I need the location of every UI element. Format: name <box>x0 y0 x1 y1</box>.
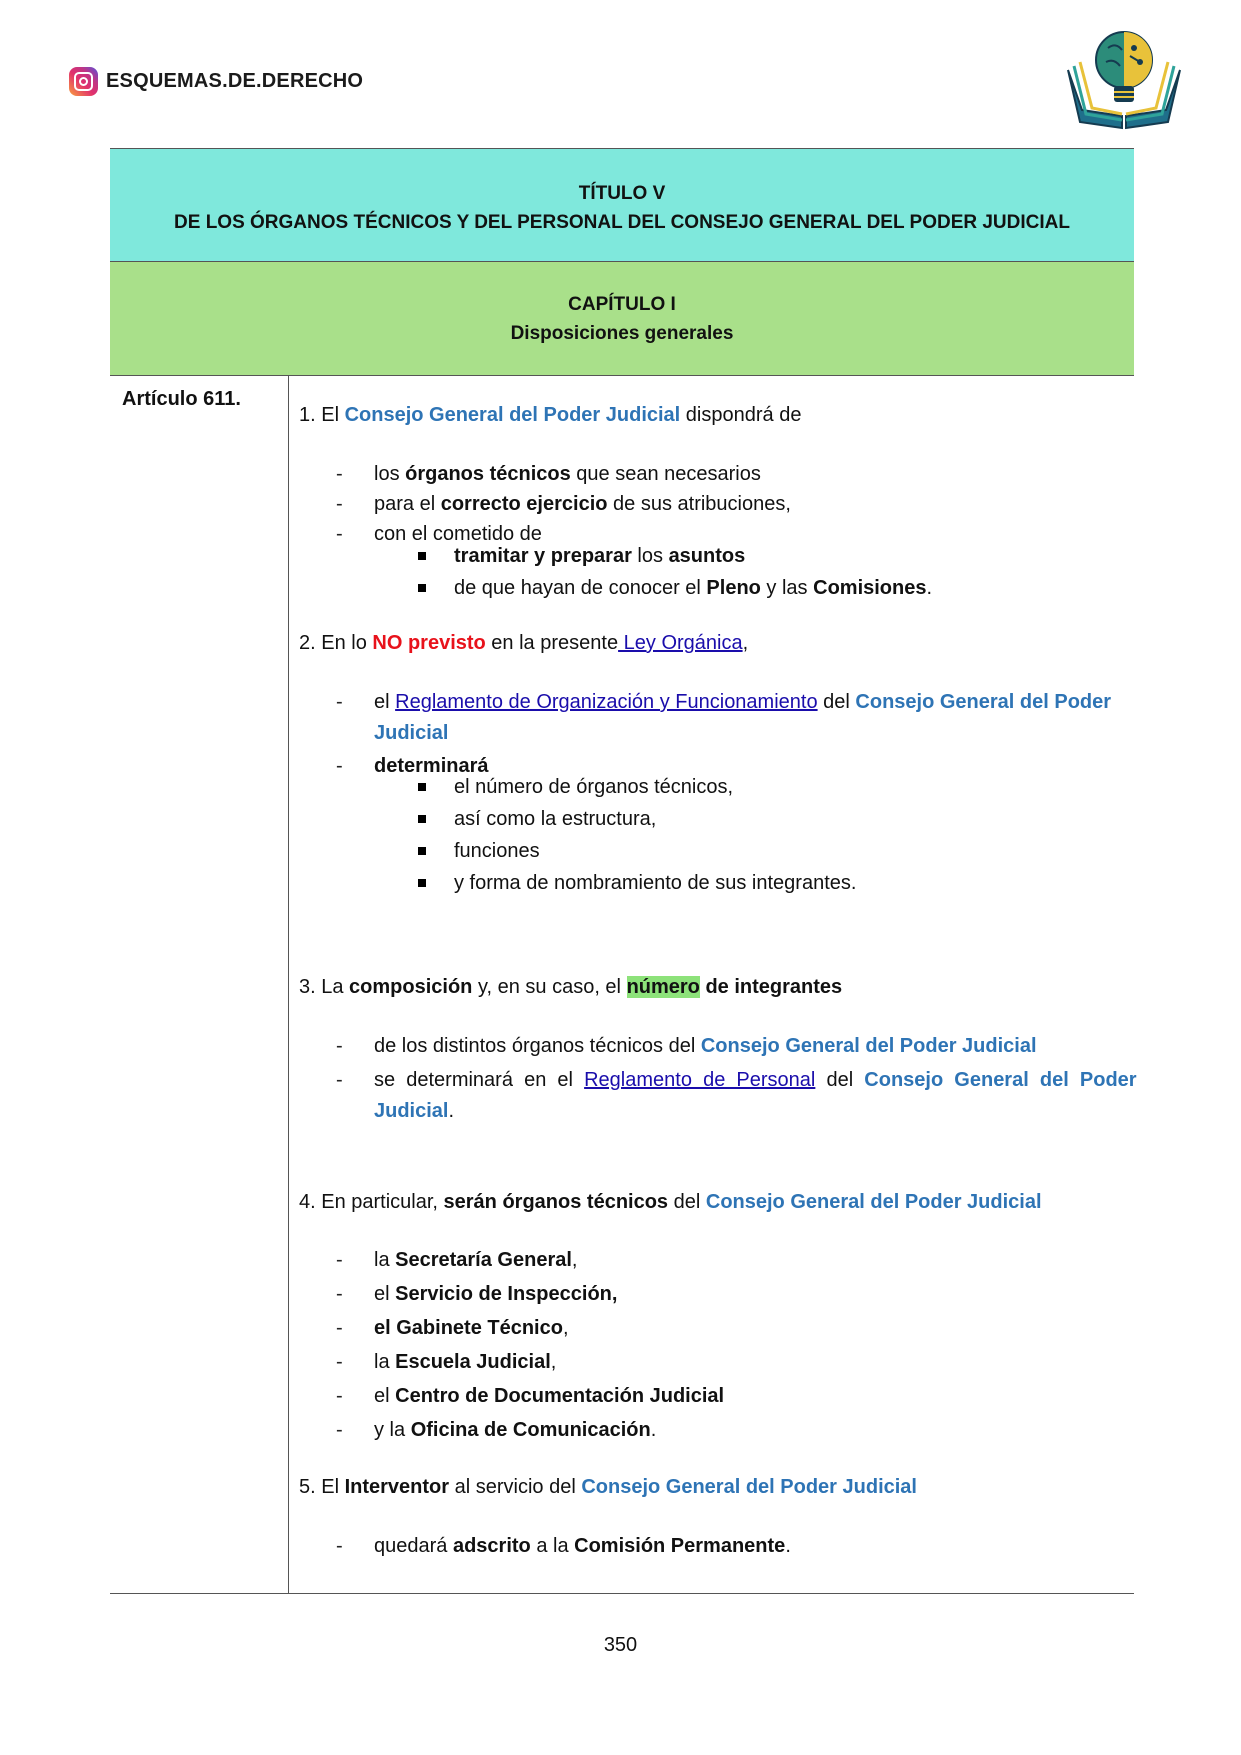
section-2-heading: 2. En lo NO previsto en la presente Ley Orgánica, <box>299 632 749 654</box>
capitulo-band <box>110 261 1134 375</box>
list-item: el Centro de Documentación Judicial <box>374 1385 725 1407</box>
list-item: la Secretaría General, <box>374 1249 578 1271</box>
titulo-number: TÍTULO V <box>578 183 666 204</box>
list-item-continuation: Judicial. <box>374 1100 455 1122</box>
list-item: el Reglamento de Organización y Funcionamiento del Consejo General del Poder <box>374 691 1112 713</box>
ley-organica-link[interactable]: Ley Orgánica <box>618 632 743 654</box>
list-item: el Gabinete Técnico, <box>374 1317 569 1339</box>
section-1-heading: 1. El Consejo General del Poder Judicial dispondrá de <box>299 404 802 426</box>
section-4-heading: 4. En particular, serán órganos técnicos del Consejo General del Poder Judicial <box>299 1191 1042 1213</box>
list-item: quedará adscrito a la Comisión Permanente. <box>374 1535 791 1557</box>
dash-marker: - <box>336 1351 343 1373</box>
section-5-heading: 5. El Interventor al servicio del Consejo General del Poder Judicial <box>299 1476 917 1498</box>
square-bullet-icon <box>418 847 426 855</box>
sub-list-item: y forma de nombramiento de sus integrantes. <box>454 872 857 894</box>
dash-marker: - <box>336 523 343 545</box>
brand-header <box>69 66 363 96</box>
list-item: la Escuela Judicial, <box>374 1351 557 1373</box>
list-item: para el correcto ejercicio de sus atribuciones, <box>374 493 791 515</box>
square-bullet-icon <box>418 584 426 592</box>
capitulo-name: Disposiciones generales <box>510 323 734 344</box>
article-content <box>110 375 1137 1594</box>
list-item-continuation: Judicial <box>374 722 449 744</box>
dash-marker: - <box>336 1385 343 1407</box>
brand-name: ESQUEMAS.DE.DERECHO <box>106 69 364 92</box>
sub-list-item: funciones <box>454 840 540 862</box>
list-item: de los distintos órganos técnicos del Consejo General del Poder Judicial <box>374 1035 1037 1057</box>
sub-list-item: de que hayan de conocer el Pleno y las Comisiones. <box>454 577 933 599</box>
instagram-icon <box>69 67 98 96</box>
article-table <box>110 148 1137 1594</box>
dash-marker: - <box>336 1249 343 1271</box>
sub-list-item: tramitar y preparar los asuntos <box>454 545 746 567</box>
titulo-name: DE LOS ÓRGANOS TÉCNICOS Y DEL PERSONAL DEL CONSEJO GENERAL DEL PODER JUDICIAL <box>174 212 1070 233</box>
list-item: se determinará en el Reglamento de Personal del Consejo General del Poder <box>374 1069 1137 1091</box>
list-item: los órganos técnicos que sean necesarios <box>374 463 761 485</box>
section-3-heading: 3. La composición y, en su caso, el número de integrantes <box>299 976 843 998</box>
reglamento-personal-link[interactable]: Reglamento de Personal <box>584 1069 816 1091</box>
reglamento-organizacion-link[interactable]: Reglamento de Organización y Funcionamiento <box>395 691 818 713</box>
capitulo-number: CAPÍTULO I <box>568 294 676 315</box>
dash-marker: - <box>336 463 343 485</box>
dash-marker: - <box>336 1035 343 1057</box>
square-bullet-icon <box>418 783 426 791</box>
brain-lightbulb-book-logo <box>1060 26 1188 132</box>
list-item: determinará <box>374 755 489 777</box>
dash-marker: - <box>336 1535 343 1557</box>
dash-marker: - <box>336 691 343 713</box>
column-divider <box>288 376 289 1593</box>
dash-marker: - <box>336 493 343 515</box>
dash-marker: - <box>336 1283 343 1305</box>
square-bullet-icon <box>418 552 426 560</box>
square-bullet-icon <box>418 879 426 887</box>
list-item: el Servicio de Inspección, <box>374 1283 618 1305</box>
dash-marker: - <box>336 1317 343 1339</box>
dash-marker: - <box>336 1419 343 1441</box>
sub-list-item: así como la estructura, <box>454 808 657 830</box>
list-item: y la Oficina de Comunicación. <box>374 1419 657 1441</box>
square-bullet-icon <box>418 815 426 823</box>
titulo-band <box>110 148 1134 261</box>
page-number: 350 <box>603 1634 638 1656</box>
article-label: Artículo 611. <box>122 388 241 410</box>
sub-list-item: el número de órganos técnicos, <box>454 776 734 798</box>
dash-marker: - <box>336 1069 343 1091</box>
list-item: con el cometido de <box>374 523 542 545</box>
dash-marker: - <box>336 755 343 777</box>
